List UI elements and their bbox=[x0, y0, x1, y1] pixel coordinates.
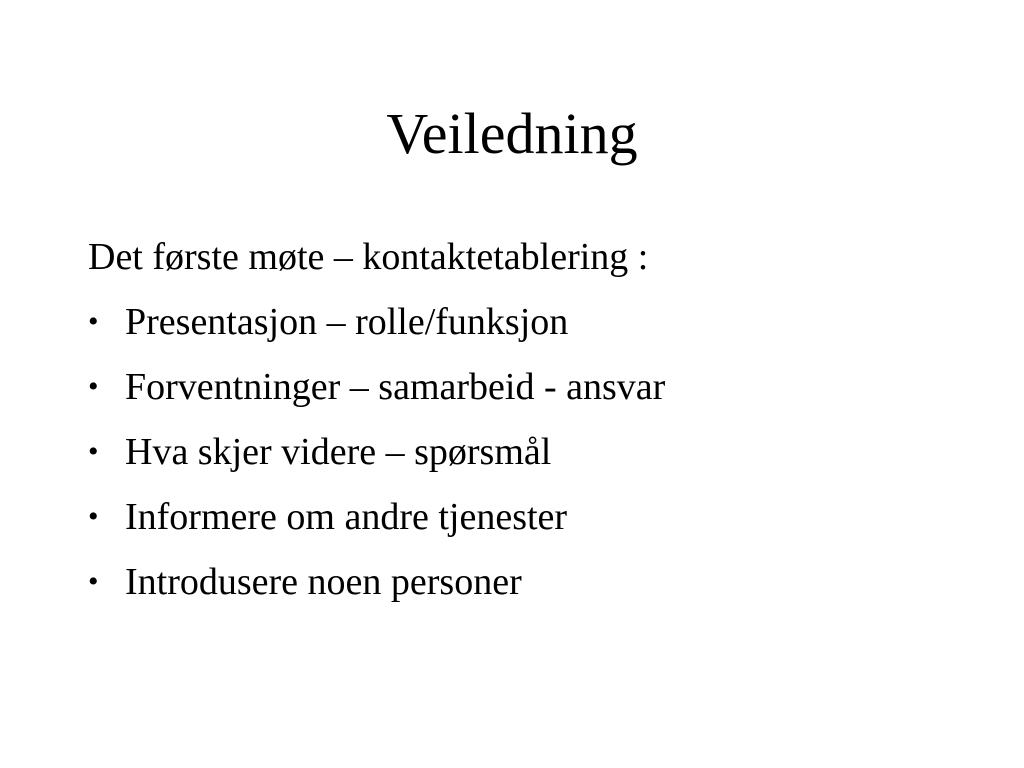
bullet-marker: • bbox=[88, 565, 99, 598]
bullet-marker: • bbox=[88, 305, 99, 338]
bullet-item bbox=[88, 490, 988, 544]
bullet-item bbox=[88, 425, 988, 479]
bullet-text: Presentasjon – rolle/funksjon bbox=[125, 301, 569, 343]
intro-line: Det første møte – kontaktetablering : bbox=[88, 236, 649, 278]
bullet-marker: • bbox=[88, 370, 99, 403]
bullet-text: Introdusere noen personer bbox=[125, 561, 522, 603]
bullet-marker: • bbox=[88, 500, 99, 533]
bullet-item bbox=[88, 295, 988, 349]
slide-title: Veiledning bbox=[386, 101, 638, 166]
bullet-text: Informere om andre tjenester bbox=[125, 496, 568, 538]
bullet-item bbox=[88, 555, 988, 609]
bullet-list bbox=[88, 295, 988, 609]
bullet-item bbox=[88, 360, 988, 414]
slide-body bbox=[88, 230, 988, 620]
bullet-marker: • bbox=[88, 435, 99, 468]
bullet-text: Hva skjer videre – spørsmål bbox=[125, 431, 552, 473]
bullet-text: Forventninger – samarbeid - ansvar bbox=[125, 366, 666, 408]
